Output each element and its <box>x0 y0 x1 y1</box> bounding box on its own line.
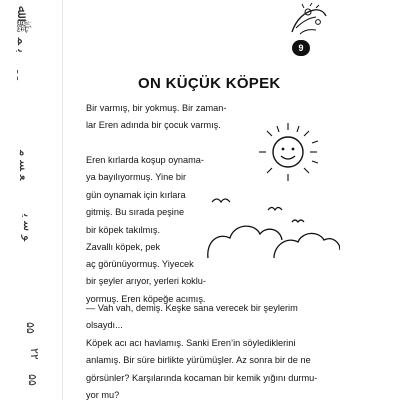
text-line: olsaydı... <box>86 320 123 331</box>
text-line: — Vah vah, demiş. Keşke sana verecek bir şeylerim <box>86 303 298 313</box>
paragraph <box>86 300 298 335</box>
text-line: ya bayılıyormuş. Yine bir <box>86 172 187 183</box>
text-line: görsünler? Karşılarında kocaman bir kemik yığını durmu- <box>86 372 318 383</box>
text-line: aç görünüyormuş. Yiyecek <box>86 259 194 269</box>
margin-fragment: ﻌ ﺴ ﻣ <box>17 150 31 181</box>
margin-fragment: ﻮ ﺳ ﯾ <box>21 214 35 242</box>
page-gutter <box>62 0 63 400</box>
margin-fragment: ـ ـ <box>14 70 27 80</box>
page-number-badge: 9 <box>292 40 310 56</box>
corner-ornament-icon <box>286 2 330 42</box>
text-line: anlamış. Bir süre birlikte yürümüşler. Az sonra bir de ne <box>86 355 311 366</box>
text-line: gitmiş. Bu sırada peşine <box>86 207 185 218</box>
page-title: ON KÜÇÜK KÖPEK <box>138 75 281 92</box>
text-line: lar Eren adında bir çocuk varmış. <box>86 120 221 131</box>
text-line: Eren kırlarda koşup oynama- <box>86 155 204 165</box>
sun-and-clouds-illustration <box>200 110 340 260</box>
text-line: gün oynamak için kırlara <box>86 189 186 200</box>
margin-fragment: ۵۵ <box>24 322 37 334</box>
text-line: yormuş. Eren köpeğe acımış. <box>86 293 206 304</box>
text-line: bir şeyler arıyor, yerleri koklu- <box>86 276 206 287</box>
text-line: Zavallı köpek, pek <box>86 241 161 252</box>
margin-fragment: ﷺ ﷲ‎ ﺑ ﻤ <box>14 6 29 53</box>
paragraph <box>86 335 317 405</box>
text-line: bir köpek takılmış. <box>86 224 161 235</box>
left-margin-bleedthrough <box>0 0 62 400</box>
margin-fragment: ۲۲ <box>28 348 41 360</box>
text-line: Bir varmış, bir yokmuş. Bir zaman- <box>86 103 227 113</box>
bird-icon <box>212 199 304 222</box>
text-line: Köpek acı acı havlamış. Sanki Eren’in söylediklerini <box>86 338 296 348</box>
text-line: yor mu? <box>86 390 120 401</box>
margin-fragment: ۵۵ <box>26 374 39 386</box>
sun-icon <box>259 123 318 181</box>
paragraph <box>86 152 204 256</box>
cloud-icon <box>208 226 340 258</box>
